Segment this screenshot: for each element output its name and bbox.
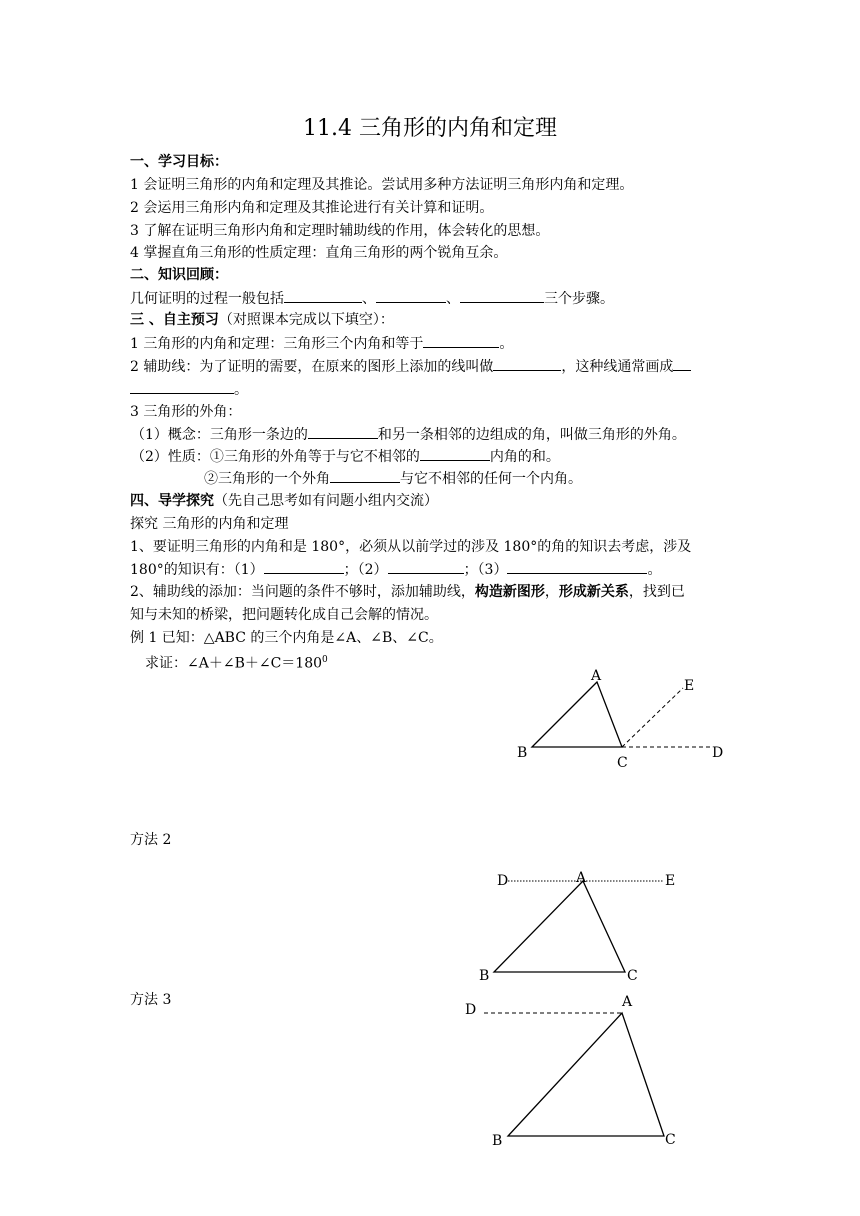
method-3-label: 方法 3 [130,992,172,1008]
fig2-label-c: C [627,968,638,984]
preview-text-1b: 。 [499,336,514,352]
explore-text-1d: ；（3） [463,562,508,578]
fig3-label-b: B [492,1133,503,1149]
fig2-label-d: D [497,873,509,889]
fig2-label-b: B [479,968,490,984]
fig3-triangle [508,1013,664,1136]
fig1-parallel-ce [622,688,683,747]
preview-text-1a: 1 三角形的内角和定理：三角形三个内角和等于 [130,336,424,352]
section-4-note: （先自己思考如有问题小组内交流） [214,493,438,509]
fig1-label-e: E [684,678,695,694]
section-4-heading: 四、导学探究 [130,493,214,509]
preview-text-6b: 与它不相邻的任何一个内角。 [400,471,582,487]
explore-para-1a: 1、要证明三角形的内角和是 180°，必须从以前学过的涉及 180°的角的知识去考虑，涉及 [130,539,692,555]
fig1-label-d: D [712,745,724,761]
method-2-label: 方法 2 [130,832,172,848]
fig3-label-d: D [465,1002,477,1018]
preview-text-2b: ，这种线通常画成 [561,359,674,375]
figure-2 [494,881,664,972]
example-1: 例 1 已知：△ABC 的三个内角是∠A、∠B、∠C。 [130,630,443,646]
fig2-triangle [494,881,625,972]
fig2-label-e: E [665,873,676,889]
explore-text-2e: ，找到已 [628,584,685,600]
explore-bold-2: 形成新关系 [558,584,629,600]
preview-text-4b: 和另一条相邻的边组成的角，叫做三角形的外角。 [377,427,686,443]
section-1-heading: 一、学习目标： [130,154,228,170]
review-text-b: 三个步骤。 [544,291,614,307]
prove-text: 求证：∠A＋∠B＋∠C＝180 [145,655,323,672]
explore-para-2-cont: 知与未知的桥梁，把问题转化成自己会解的情况。 [130,607,438,623]
explore-text-1b: 180°的知识有：（1） [130,562,264,578]
review-sep-2: 、 [446,291,460,307]
fig1-label-b: B [517,745,528,761]
prove-superscript: 0 [322,655,328,665]
section-2-heading: 二、知识回顾： [130,267,228,283]
explore-bold-1: 构造新图形 [474,584,545,600]
preview-text-2a: 2 辅助线：为了证明的需要，在原来的图形上添加的线叫做 [130,359,494,375]
fig1-label-a: A [591,668,602,684]
review-sep-1: 、 [362,291,376,307]
section-3-heading: 三 、自主预习 [130,312,219,328]
fig1-label-c: C [617,755,628,771]
goal-item-4: 4 掌握直角三角形的性质定理：直角三角形的两个锐角互余。 [130,245,508,261]
goal-item-3: 3 了解在证明三角形内角和定理时辅助线的作用，体会转化的思想。 [130,223,550,239]
preview-text-5b: 内角的和。 [489,449,560,465]
explore-text-1e: 。 [647,562,662,578]
review-text-a: 几何证明的过程一般包括 [130,291,284,307]
goal-item-1: 1 会证明三角形的内角和定理及其推论。尝试用多种方法证明三角形内角和定理。 [130,177,634,193]
fig3-label-c: C [665,1132,676,1148]
explore-text-2c: ， [544,584,559,600]
fig2-label-a: A [576,870,587,886]
preview-text-5a: （2）性质：①三角形的外角等于与它不相邻的 [131,449,420,465]
preview-line-3: 3 三角形的外角： [130,404,242,420]
section-3-note: （对照课本完成以下填空）： [218,312,394,328]
explore-text-2a: 2、辅助线的添加：当问题的条件不够时，添加辅助线， [130,584,475,600]
goal-item-2: 2 会运用三角形内角和定理及其推论进行有关计算和证明。 [130,200,494,216]
preview-text-4a: （1）概念：三角形一条边的 [131,427,308,443]
preview-text-6a: ②三角形的一个外角 [204,471,330,487]
figure-3 [484,1013,664,1136]
page-title: 11.4 三角形的内角和定理 [303,116,557,141]
fig1-triangle [532,682,622,747]
explore-subtitle: 探究 三角形的内角和定理 [130,516,289,532]
preview-text-2c: 。 [234,382,248,398]
explore-text-1c: ；（2） [343,562,388,578]
fig3-label-a: A [622,994,633,1010]
